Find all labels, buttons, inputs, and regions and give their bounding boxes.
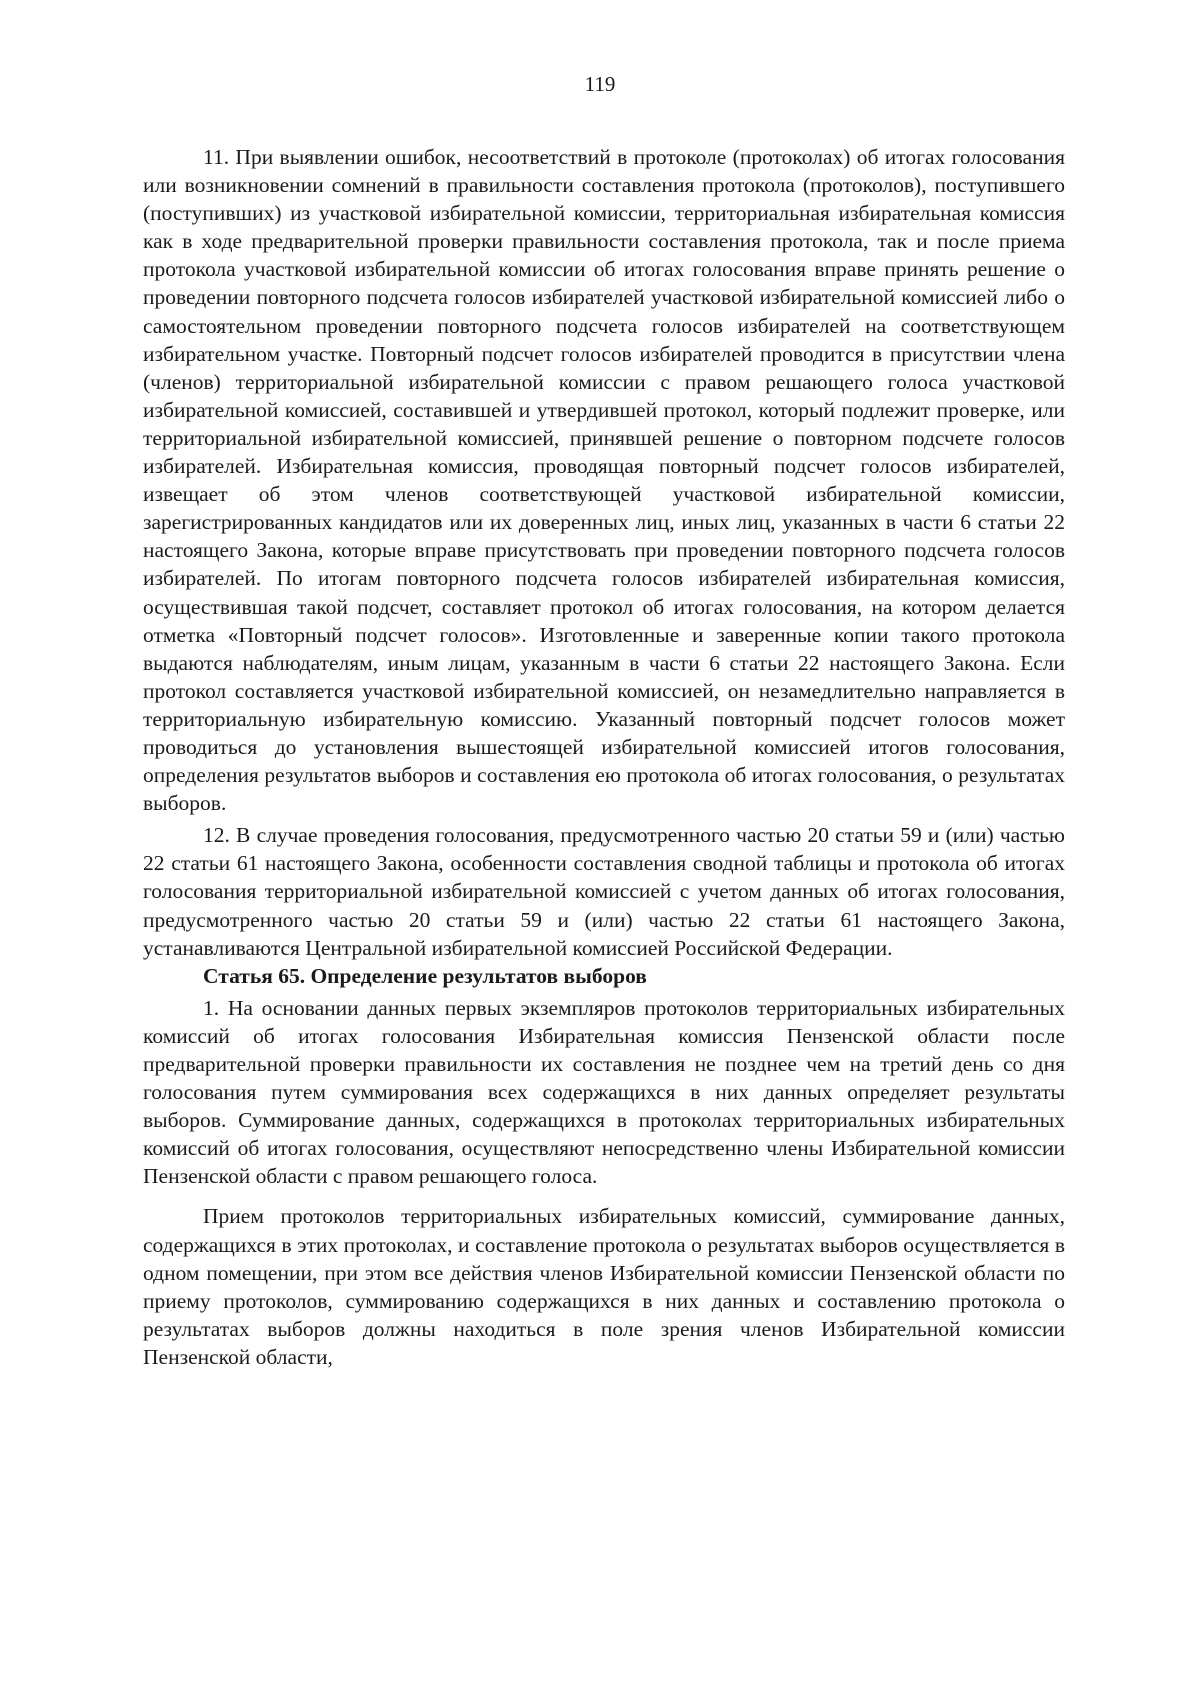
document-body <box>143 143 1065 1371</box>
paragraph-item-12: 12. В случае проведения голосования, предусмотренного частью 20 статьи 59 и (или) частью 22 статьи 61 настоящего Закона, особенности составления сводной таблицы и протокола об итогах голосования территориальной избирательной комиссией с учетом данных об итогах голосования, предусмотренного частью 20 статьи 59 и (или) частью 22 статьи 61 настоящего Закона, устанавливаются Центральной избирательной комиссией Российской Федерации. <box>143 823 1065 960</box>
paragraph-item-11: 11. При выявлении ошибок, несоответствий в протоколе (протоколах) об итогах голосования или возникновении сомнений в правильности составления протокола (протоколов), поступившего (поступивших) из участковой избирательной комиссии, территориальная избирательная комиссия как в ходе предварительной проверки правильности составления протокола, так и после приема протокола участковой избирательной комиссии об итогах голосования вправе принять решение о проведении повторного подсчета голосов избирателей участковой избирательной комиссией либо о самостоятельном проведении повторного подсчета голосов избирателей на соответствующем избирательном участке. Повторный подсчет голосов избирателей проводится в присутствии члена (членов) территориальной избирательной комиссии с правом решающего голоса участковой избирательной комиссией, составившей и утвердившей протокол, который подлежит проверке, или территориальной избирательной комиссией, принявшей решение о повторном подсчете голосов избирателей. Избирательная комиссия, проводящая повторный подсчет голосов избирателей, извещает об этом членов соответствующей участковой избирательной комиссии, зарегистрированных кандидатов или их доверенных лиц, иных лиц, указанных в части 6 статьи 22 настоящего Закона, которые вправе присутствовать при проведении повторного подсчета голосов избирателей. По итогам повторного подсчета голосов избирателей избирательная комиссия, осуществившая такой подсчет, составляет протокол об итогах голосования, на котором делается отметка «Повторный подсчет голосов». Изготовленные и заверенные копии такого протокола выдаются наблюдателям, иным лицам, указанным в части 6 статьи 22 настоящего Закона. Если протокол составляется участковой избирательной комиссией, он незамедлительно направляется в территориальную избирательную комиссию. Указанный повторный подсчет голосов может проводиться до установления вышестоящей избирательной комиссией итогов голосования, определения результатов выборов и составления ею протокола об итогах голосования, о результатах выборов. <box>143 145 1065 816</box>
article-paragraph-2: Прием протоколов территориальных избирательных комиссий, суммирование данных, содержащихся в этих протоколах, и составление протокола о результатах выборов осуществляется в одном помещении, при этом все действия членов Избирательной комиссии Пензенской области по приему протоколов, суммированию содержащихся в них данных и составлению протокола о результатах выборов должны находиться в поле зрения членов Избирательной комиссии Пензенской области, <box>143 1204 1065 1369</box>
page-number: 119 <box>584 72 616 96</box>
article-paragraph-1: 1. На основании данных первых экземпляров протоколов территориальных избирательных комиссий об итогах голосования Избирательная комиссия Пензенской области после предварительной проверки правильности их составления не позднее чем на третий день со дня голосования путем суммирования всех содержащихся в них данных определяет результаты выборов. Суммирование данных, содержащихся в протоколах территориальных избирательных комиссий об итогах голосования, осуществляют непосредственно члены Избирательной комиссии Пензенской области с правом решающего голоса. <box>143 995 1065 1189</box>
article-heading: Статья 65. Определение результатов выборов <box>203 963 647 988</box>
